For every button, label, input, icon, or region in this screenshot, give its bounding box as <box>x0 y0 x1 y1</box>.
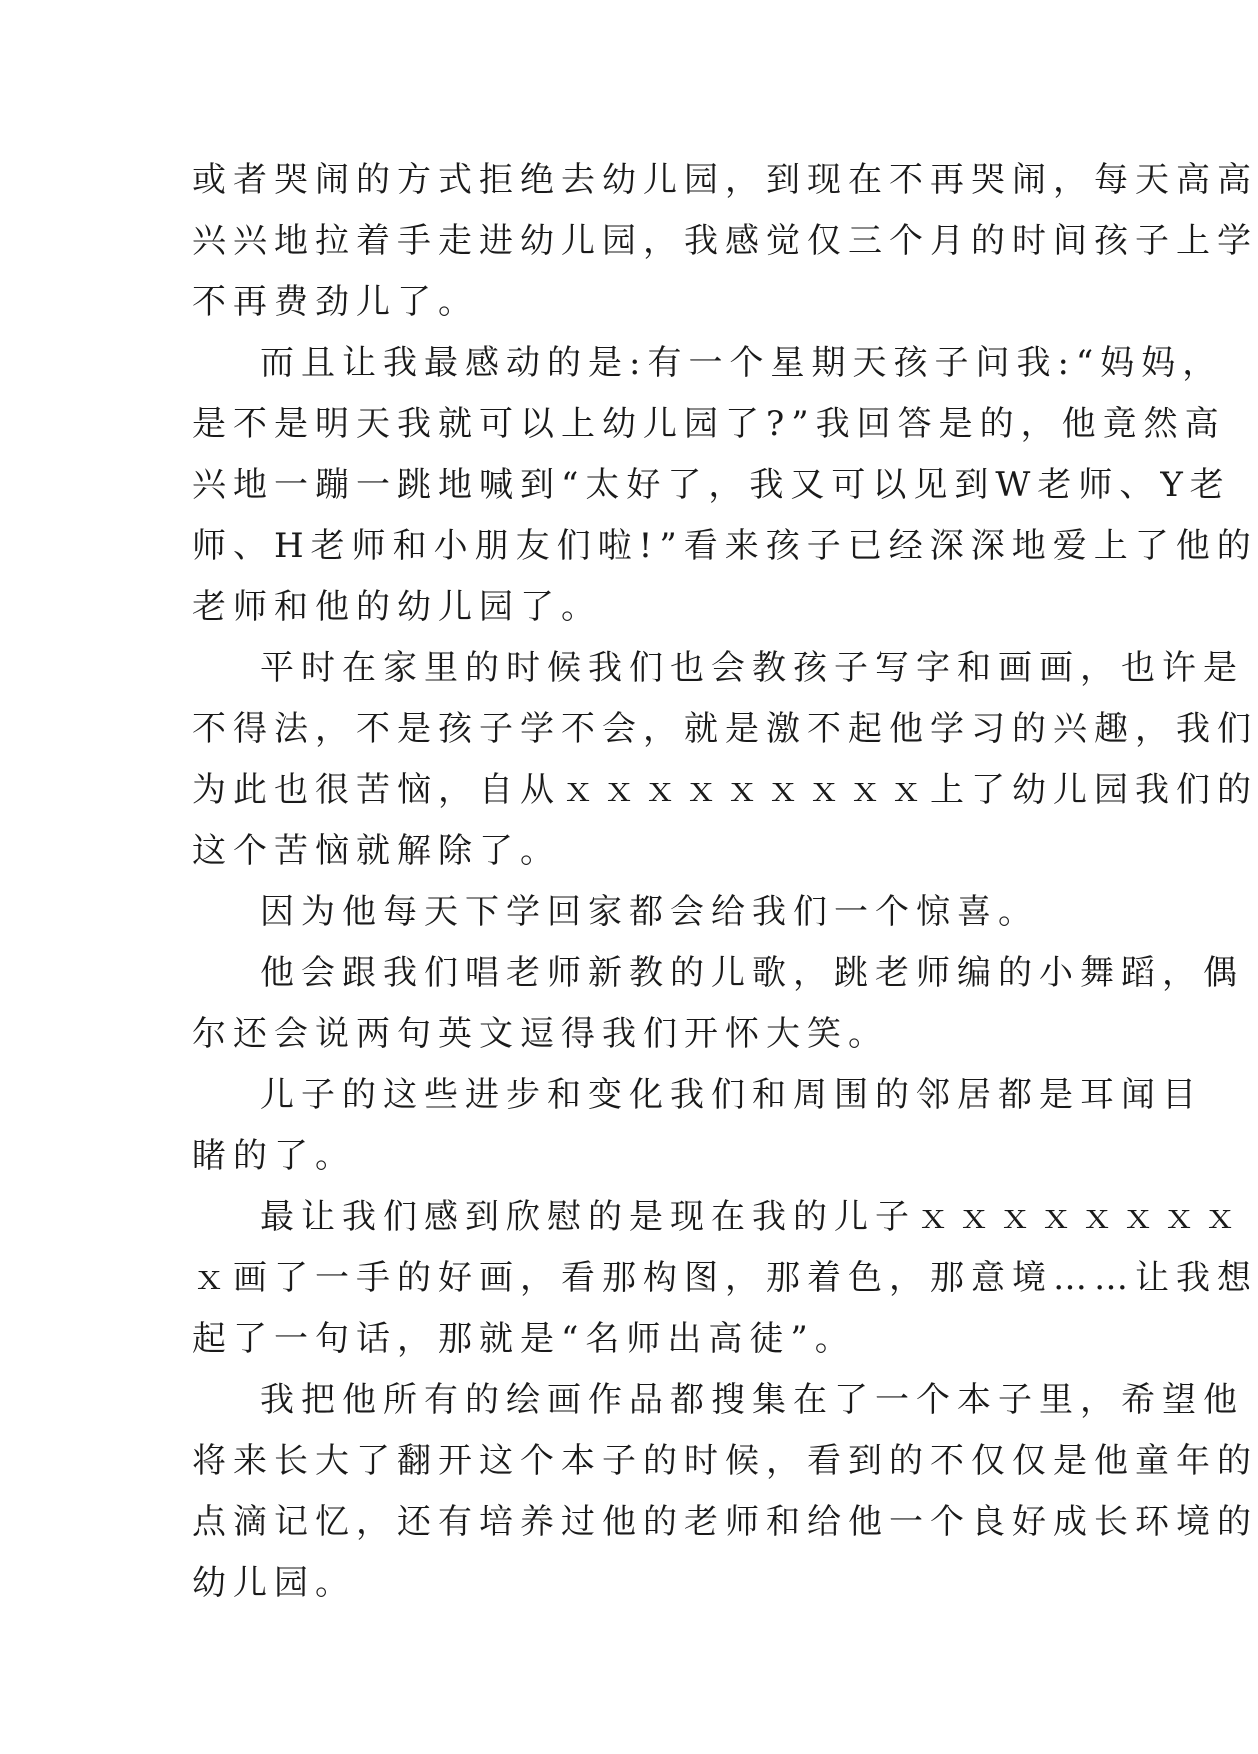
text-line: 他会跟我们唱老师新教的儿歌，跳老师编的小舞蹈，偶 <box>260 953 1244 993</box>
text-line: ｘ画了一手的好画，看那构图，那着色，那意境……让我想 <box>192 1258 1258 1298</box>
text-line: 老师和他的幼儿园了。 <box>192 587 602 627</box>
text-line: 而且让我最感动的是:有一个星期天孩子问我:“妈妈， <box>260 343 1224 383</box>
paragraph <box>192 333 1258 638</box>
text-line: 我把他所有的绘画作品都搜集在了一个本子里，希望他 <box>260 1380 1244 1420</box>
paragraph <box>192 882 1054 943</box>
text-line: 是不是明天我就可以上幼儿园了?”我回答是的，他竟然高 <box>192 404 1226 444</box>
paragraph <box>192 638 1258 882</box>
paragraph <box>192 1187 1258 1370</box>
paragraph <box>192 150 1258 333</box>
text-line: 平时在家里的时候我们也会教孩子写字和画画，也许是 <box>260 648 1244 688</box>
text-line: 点滴记忆，还有培养过他的老师和给他一个良好成长环境的 <box>192 1502 1258 1542</box>
paragraph <box>192 943 1244 1065</box>
text-line: 将来长大了翻开这个本子的时候，看到的不仅仅是他童年的 <box>192 1441 1258 1481</box>
text-line: 不得法，不是孩子学不会，就是激不起他学习的兴趣，我们 <box>192 709 1258 749</box>
text-line: 睹的了。 <box>192 1136 356 1176</box>
text-line: 幼儿园。 <box>192 1563 356 1603</box>
text-line: 儿子的这些进步和变化我们和周围的邻居都是耳闻目 <box>260 1075 1203 1115</box>
text-line: 不再费劲儿了。 <box>192 282 479 322</box>
text-line: 师、H老师和小朋友们啦!”看来孩子已经深深地爱上了他的 <box>192 526 1258 566</box>
paragraph <box>192 1370 1258 1614</box>
paragraph <box>192 1065 1203 1187</box>
text-line: 因为他每天下学回家都会给我们一个惊喜。 <box>260 892 1039 932</box>
text-line: 尔还会说两句英文逗得我们开怀大笑。 <box>192 1014 889 1054</box>
text-line: 或者哭闹的方式拒绝去幼儿园，到现在不再哭闹，每天高高 <box>192 160 1258 200</box>
text-line: 起了一句话，那就是“名师出高徒”。 <box>192 1319 856 1359</box>
text-line: 这个苦恼就解除了。 <box>192 831 561 871</box>
text-line: 兴地一蹦一跳地喊到“太好了，我又可以见到W老师、Y老 <box>192 465 1231 505</box>
document-page <box>192 150 1258 1614</box>
text-line: 为此也很苦恼，自从ｘｘｘｘｘｘｘｘｘ上了幼儿园我们的 <box>192 770 1258 810</box>
text-line: 最让我们感到欣慰的是现在我的儿子ｘｘｘｘｘｘｘｘ <box>260 1197 1244 1237</box>
text-line: 兴兴地拉着手走进幼儿园，我感觉仅三个月的时间孩子上学 <box>192 221 1258 261</box>
